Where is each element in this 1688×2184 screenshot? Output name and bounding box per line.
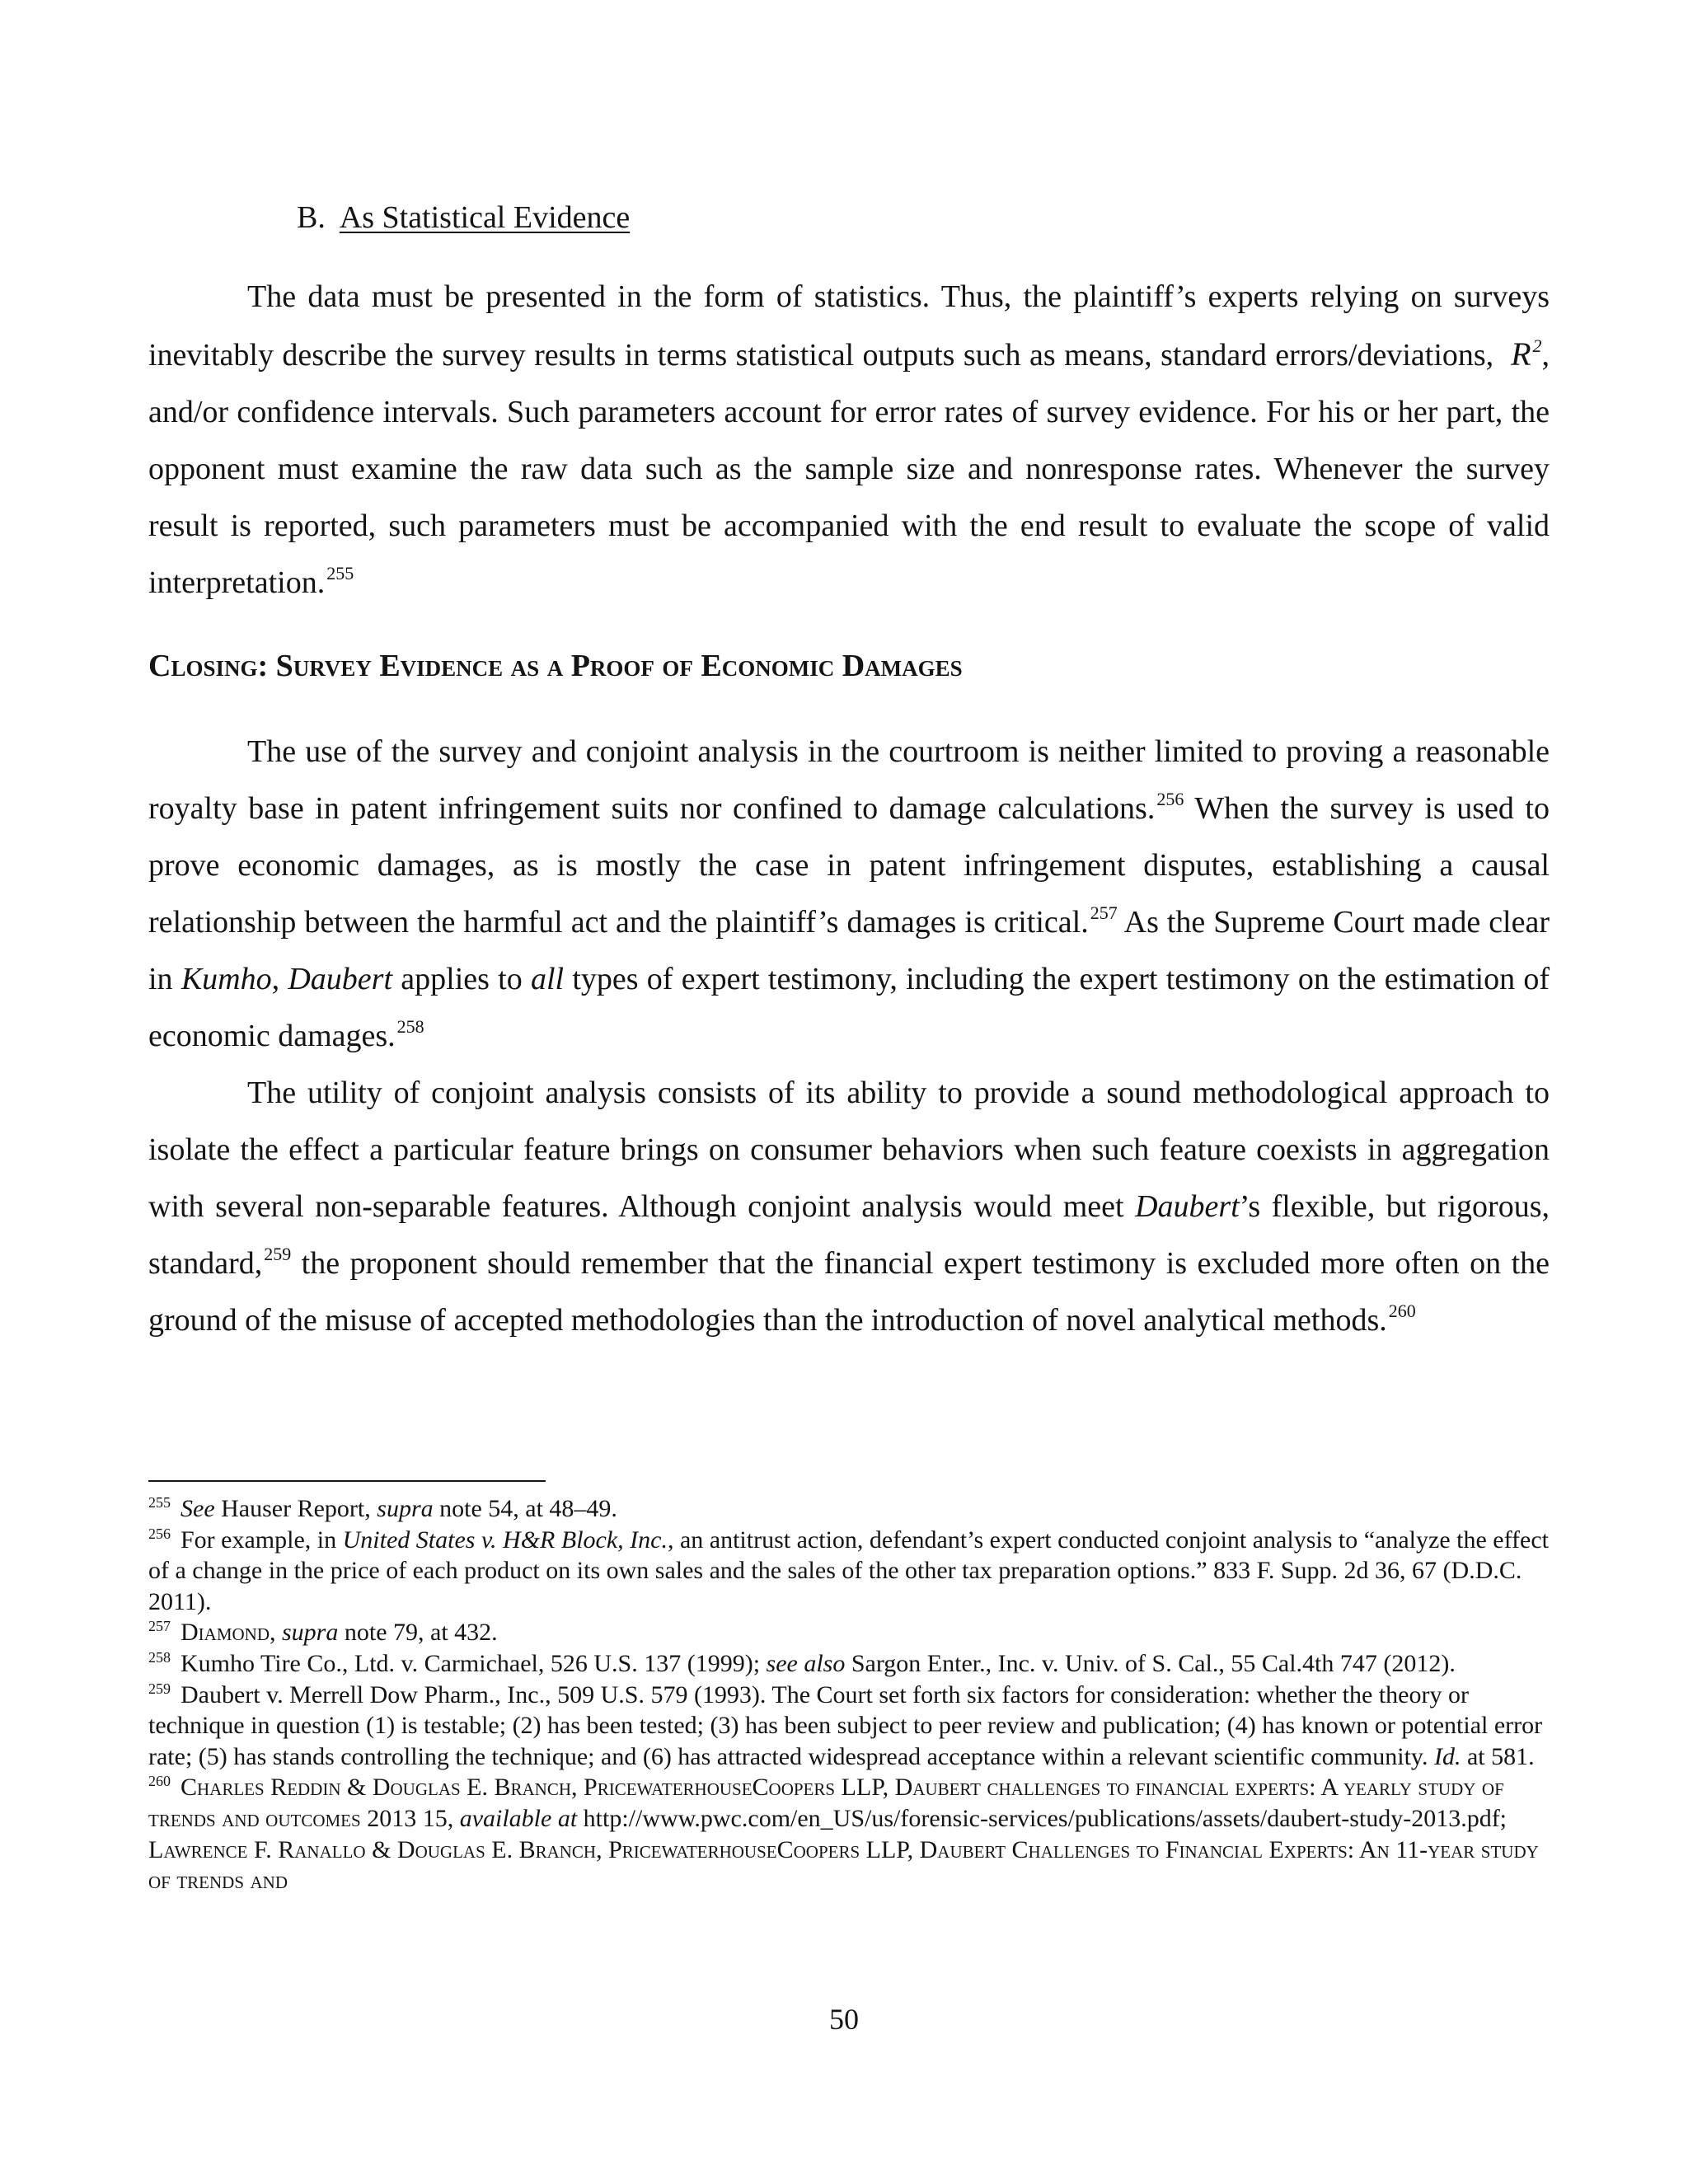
footnote-257: $^{257}$ Diamond, supra note 79, at 432. bbox=[148, 1618, 498, 1647]
footnote-256: $^{256}$ For example, in United States v. H&R Block, Inc., an antitrust action, defendant’s expert conducted conjoint analysis to “analyze the effect of a change in the price of each product on its own sales and the sales of the other tax preparation options.” 833 F. Supp. 2d 36, 67 (D.D.C. 2011). bbox=[148, 1525, 1550, 1615]
section-b-body bbox=[148, 269, 1550, 612]
paragraph: The use of the survey and conjoint analysis in the courtroom is neither limited to proving a reasonable royalty base in patent infringement suits nor confined to damage calculations.$^{256}$ When the survey is used to prove economic damages, as is mostly the case in patent infringement disputes, establishing a causal relationship between the harmful act and the plaintiff’s damages is critical.$^{257}$ As the Supreme Court made clear in Kumho, Daubert applies to all types of expert testimony, including the expert testimony on the estimation of economic damages.$^{258}$ bbox=[148, 734, 1550, 1053]
footnote-ref[interactable]: 258 bbox=[396, 1016, 424, 1037]
section-heading: Closing: Survey Evidence as a Proof of Economic Damages bbox=[148, 649, 963, 683]
closing-body bbox=[148, 724, 1550, 1349]
footnote-259: $^{259}$ Daubert v. Merrell Dow Pharm., Inc., 509 U.S. 579 (1993). The Court set forth six factors for consideration: whether the theory or technique in question (1) is testable; (2) has been tested; (3) has been subject to peer review and publication; (4) has known or potential error rate; (5) has stands controlling the technique; and (6) has attracted widespread acceptance within a relevant scientific community. Id. at 581. bbox=[148, 1680, 1543, 1770]
subsection-heading bbox=[297, 198, 630, 237]
footnote-258: $^{258}$ Kumho Tire Co., Ltd. v. Carmichael, 526 U.S. 137 (1999); see also Sargon Enter., Inc. v. Univ. of S. Cal., 55 Cal.4th 747 (2012). bbox=[148, 1648, 1456, 1677]
footnote-divider bbox=[148, 1480, 546, 1482]
footnote-ref[interactable]: 259 bbox=[264, 1244, 292, 1264]
footnote-ref[interactable]: 260 bbox=[1388, 1301, 1416, 1321]
footnote-260: $^{260}$ Charles Reddin & Douglas E. Branch, PricewaterhouseCoopers LLP, Daubert challenges to financial experts: A yearly study of trends and outcomes 2013 15, available at http://www.pwc.com/en_US/us/forensic-services/publications/assets/daubert-study-2013.pdf; Lawrence F. Ranallo & Douglas E. Branch, PricewaterhouseCoopers LLP, Daubert Challenges to Financial Experts: An 11-year study of trends and bbox=[148, 1773, 1539, 1895]
footnotes bbox=[148, 1493, 1550, 1896]
r-squared-symbol: $R^2$ bbox=[1511, 335, 1542, 373]
paragraph: The data must be presented in the form of statistics. Thus, the plaintiff’s experts relying on surveys inevitably describe the survey results in terms statistical outputs such as means, standard errors/deviations, $R^2$, and/or confidence intervals. Such parameters account for error rates of survey evidence. For his or her part, the opponent must examine the raw data such as the sample size and nonresponse rates. Whenever the survey result is reported, such parameters must be accompanied with the end result to evaluate the scope of valid interpretation.$^{255}$ bbox=[148, 279, 1550, 600]
footnote-255: $^{255}$ See Hauser Report, supra note 54, at 48–49. bbox=[148, 1494, 617, 1522]
page-number: 50 bbox=[829, 2003, 859, 2036]
footnote-ref[interactable]: 257 bbox=[1090, 902, 1118, 923]
paragraph: The utility of conjoint analysis consists of its ability to provide a sound methodological approach to isolate the effect a particular feature brings on consumer behaviors when such feature coexists in aggregation with several non-separable features. Although conjoint analysis would meet Daubert’s flexible, but rigorous, standard,$^{259}$ the proponent should remember that the financial expert testimony is excluded more often on the ground of the misuse of accepted methodologies than the introduction of novel analytical methods.$^{260}$ bbox=[148, 1076, 1550, 1338]
footnote-ref[interactable]: 256 bbox=[1156, 789, 1184, 809]
subsection-label: B. bbox=[297, 200, 326, 235]
footnote-ref[interactable]: 255 bbox=[326, 563, 354, 583]
subsection-title: As Statistical Evidence bbox=[339, 200, 631, 235]
